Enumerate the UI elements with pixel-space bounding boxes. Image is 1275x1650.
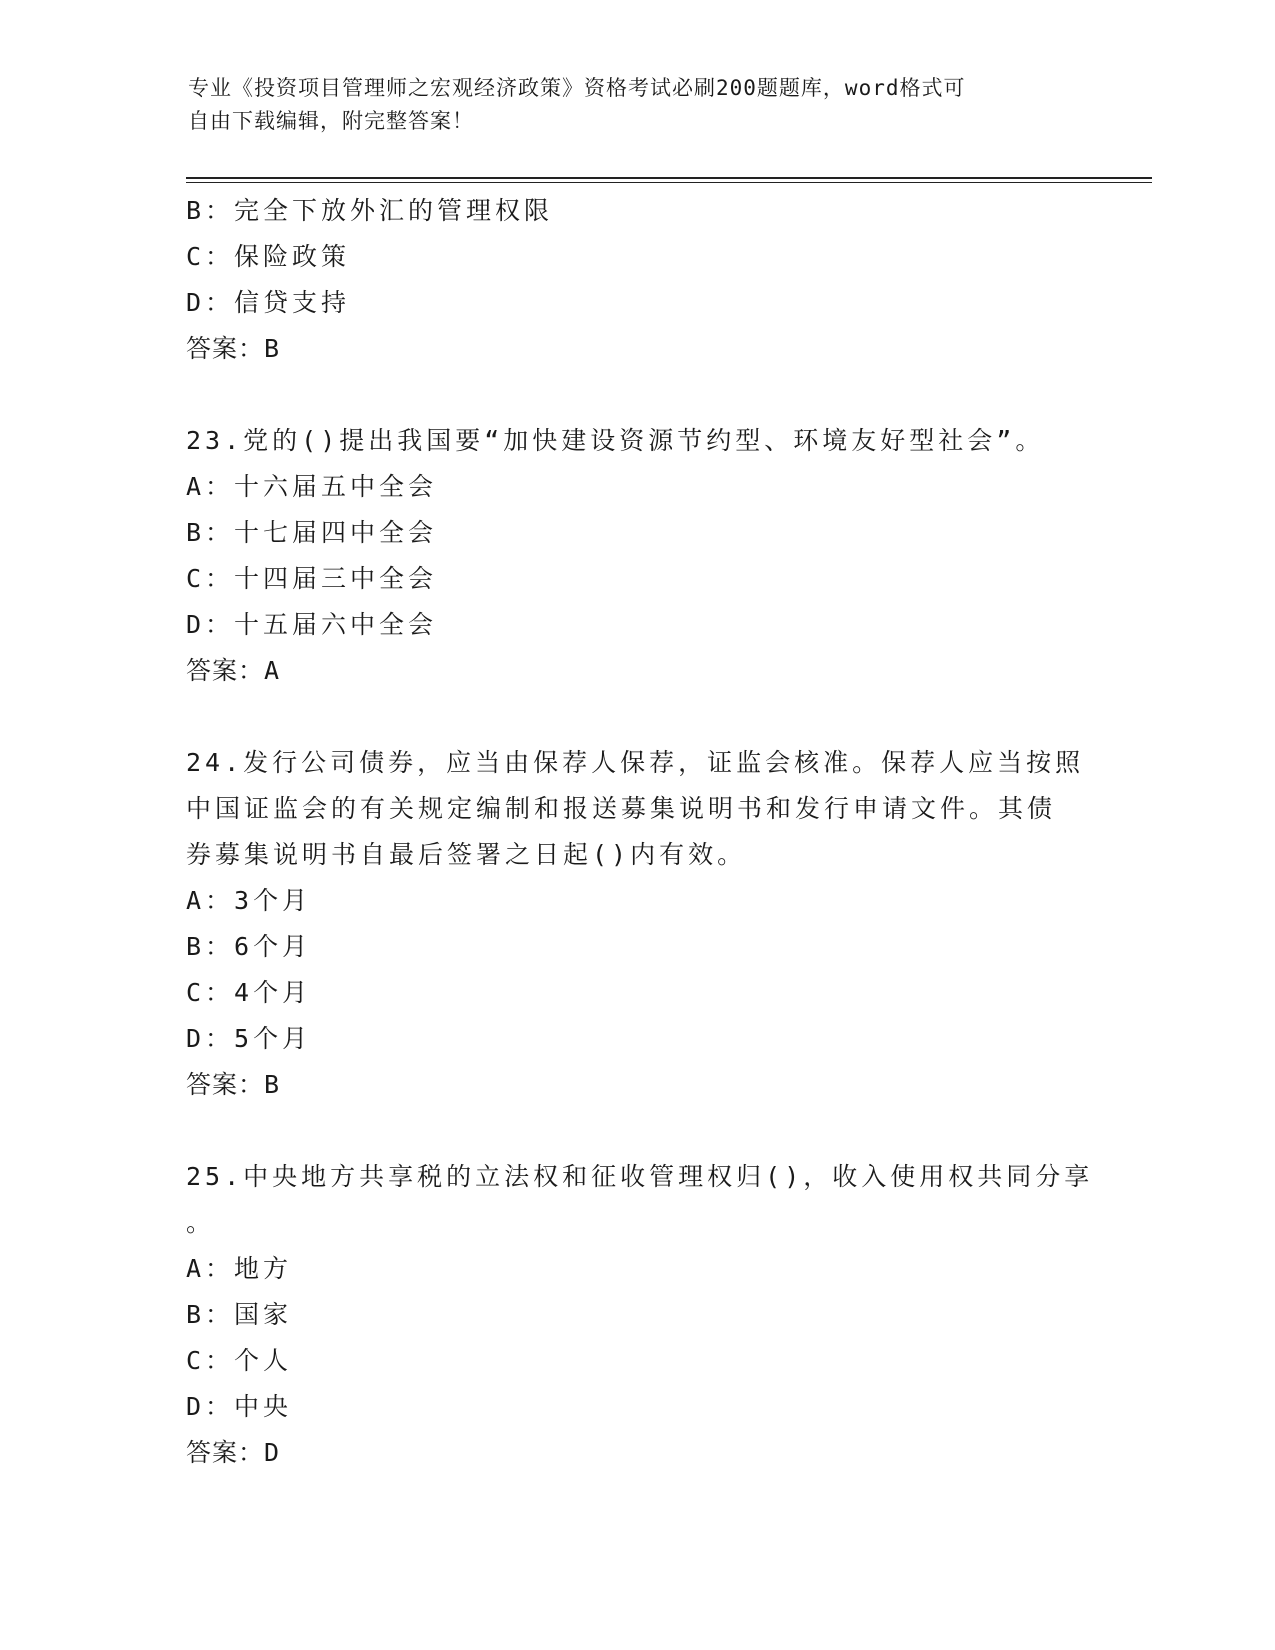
option-c: C：4个月: [186, 978, 312, 1007]
option-a: A：十六届五中全会: [186, 472, 438, 501]
option-b: B：十七届四中全会: [186, 518, 438, 547]
option-d: D：十五届六中全会: [186, 610, 438, 639]
spacer: [186, 694, 1086, 740]
header-divider-thin: [186, 182, 1152, 183]
answer: 答案：A: [186, 656, 281, 685]
question-stem-line-3: 券募集说明书自最后签署之日起()内有效。: [186, 840, 747, 869]
question-23: [186, 418, 1086, 694]
option-c: C：保险政策: [186, 242, 351, 271]
option-b: B：6个月: [186, 932, 312, 961]
question-stem-line-1: 24.发行公司债券，应当由保荐人保荐，证监会核准。保荐人应当按照: [186, 748, 1085, 777]
answer: 答案：D: [186, 1438, 281, 1467]
option-a: A：地方: [186, 1254, 293, 1283]
answer: 答案：B: [186, 1070, 281, 1099]
spacer: [186, 372, 1086, 418]
header-line-1: 专业《投资项目管理师之宏观经济政策》资格考试必刷200题题库，word格式可: [188, 76, 966, 100]
option-c: C：个人: [186, 1346, 293, 1375]
question-stem-line-2: 中国证监会的有关规定编制和报送募集说明书和发行申请文件。其债: [186, 794, 1057, 823]
option-b: B：完全下放外汇的管理权限: [186, 196, 554, 225]
document-header: [188, 72, 1068, 138]
question-22: [186, 188, 1086, 372]
answer: 答案：B: [186, 334, 281, 363]
option-d: D：中央: [186, 1392, 293, 1421]
option-d: D：信贷支持: [186, 288, 351, 317]
question-stem-line-1: 25.中央地方共享税的立法权和征收管理权归()，收入使用权共同分享: [186, 1162, 1094, 1191]
question-body: [186, 188, 1094, 1476]
question-stem: 23.党的()提出我国要“加快建设资源节约型、环境友好型社会”。: [186, 426, 1045, 455]
option-a: A：3个月: [186, 886, 312, 915]
option-d: D：5个月: [186, 1024, 312, 1053]
question-24: [186, 740, 1086, 1108]
question-stem-line-2: 。: [186, 1208, 216, 1237]
header-line-2: 自由下载编辑，附完整答案！: [188, 109, 474, 133]
spacer: [186, 1108, 1086, 1154]
question-25: [186, 1154, 1094, 1476]
option-b: B：国家: [186, 1300, 293, 1329]
header-divider-thick: [186, 177, 1152, 179]
option-c: C：十四届三中全会: [186, 564, 438, 593]
